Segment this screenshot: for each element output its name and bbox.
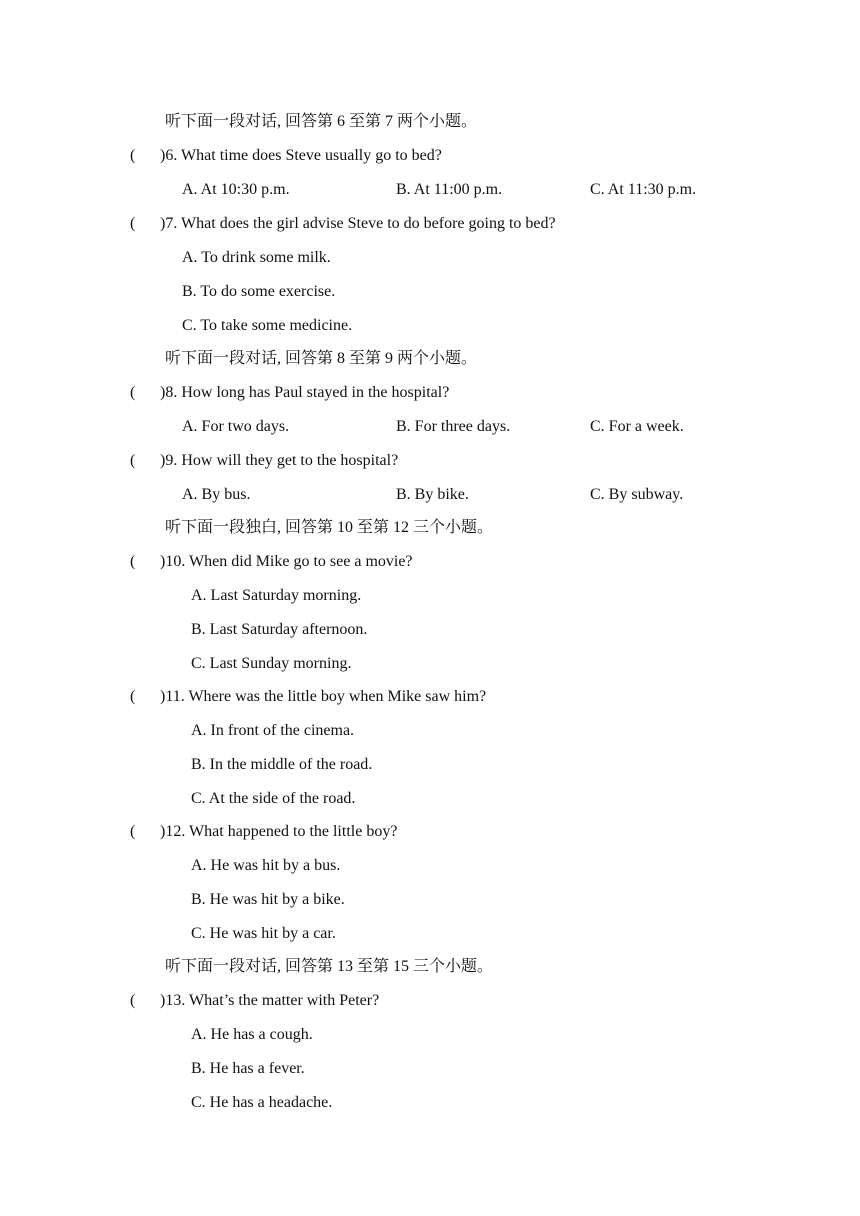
option-6c: C. At 11:30 p.m. <box>590 181 697 198</box>
section-heading: 听下面一段对话, 回答第 8 至第 9 两个小题。 <box>165 350 478 367</box>
question-11: )11. Where was the little boy when Mike saw him? <box>160 688 487 705</box>
question-6: )6. What time does Steve usually go to bed? <box>160 147 442 164</box>
option-13c: C. He has a headache. <box>191 1094 333 1111</box>
option-12c: C. He was hit by a car. <box>191 925 336 942</box>
option-11c: C. At the side of the road. <box>191 790 356 807</box>
option-10c: C. Last Sunday morning. <box>191 655 352 672</box>
option-8b: B. For three days. <box>396 418 511 435</box>
question-7: )7. What does the girl advise Steve to do before going to bed? <box>160 215 556 232</box>
option-9c: C. By subway. <box>590 486 684 503</box>
section-heading: 听下面一段独白, 回答第 10 至第 12 三个小题。 <box>165 519 494 536</box>
option-7c: C. To take some medicine. <box>182 317 353 334</box>
option-6b: B. At 11:00 p.m. <box>396 181 503 198</box>
option-13b: B. He has a fever. <box>191 1060 305 1077</box>
question-13: )13. What’s the matter with Peter? <box>160 992 380 1009</box>
answer-paren: ( <box>130 688 136 705</box>
answer-paren: ( <box>130 992 136 1009</box>
option-10b: B. Last Saturday afternoon. <box>191 621 368 638</box>
option-7a: A. To drink some milk. <box>182 249 331 266</box>
section-heading: 听下面一段对话, 回答第 13 至第 15 三个小题。 <box>165 958 494 975</box>
option-8a: A. For two days. <box>182 418 290 435</box>
answer-paren: ( <box>130 147 136 164</box>
option-9a: A. By bus. <box>182 486 251 503</box>
answer-paren: ( <box>130 215 136 232</box>
option-9b: B. By bike. <box>396 486 469 503</box>
answer-paren: ( <box>130 553 136 570</box>
question-9: )9. How will they get to the hospital? <box>160 452 399 469</box>
option-6a: A. At 10:30 p.m. <box>182 181 290 198</box>
option-12a: A. He was hit by a bus. <box>191 857 341 874</box>
option-11a: A. In front of the cinema. <box>191 722 355 739</box>
option-8c: C. For a week. <box>590 418 684 435</box>
section-heading: 听下面一段对话, 回答第 6 至第 7 两个小题。 <box>165 113 478 130</box>
option-10a: A. Last Saturday morning. <box>191 587 362 604</box>
question-10: )10. When did Mike go to see a movie? <box>160 553 413 570</box>
question-8: )8. How long has Paul stayed in the hospital? <box>160 384 450 401</box>
answer-paren: ( <box>130 452 136 469</box>
option-11b: B. In the middle of the road. <box>191 756 373 773</box>
answer-paren: ( <box>130 384 136 401</box>
option-12b: B. He was hit by a bike. <box>191 891 345 908</box>
answer-paren: ( <box>130 823 136 840</box>
question-12: )12. What happened to the little boy? <box>160 823 398 840</box>
option-13a: A. He has a cough. <box>191 1026 313 1043</box>
option-7b: B. To do some exercise. <box>182 283 336 300</box>
